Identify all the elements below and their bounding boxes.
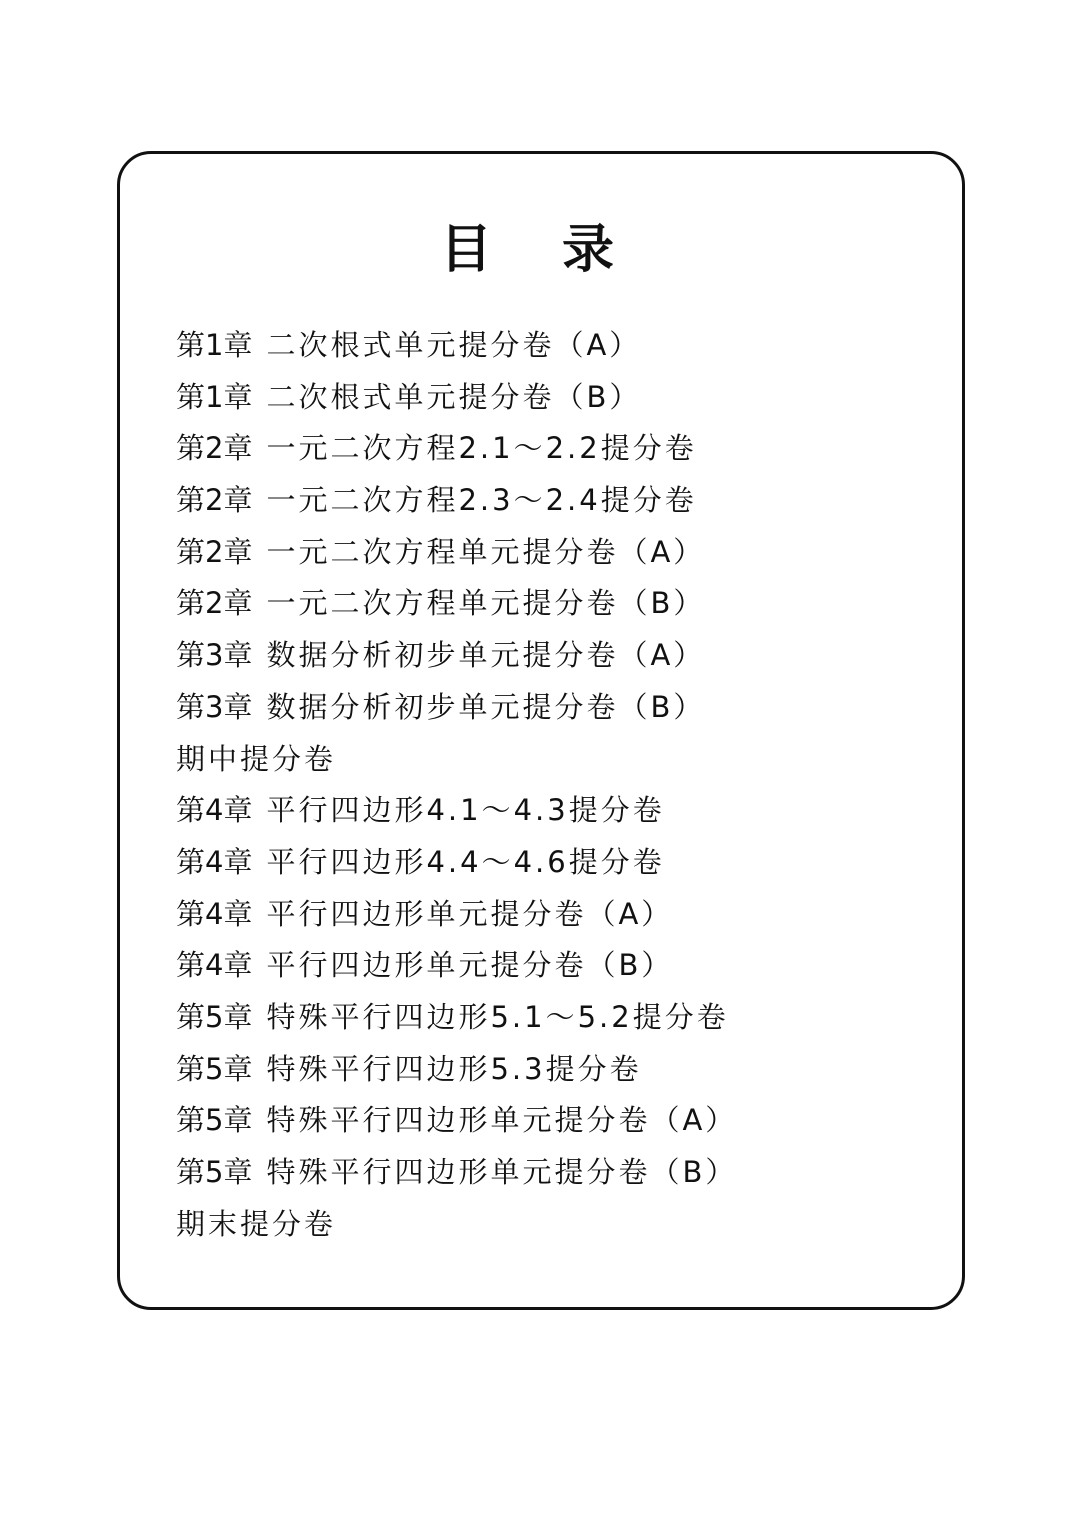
toc-entry[interactable] — [176, 785, 737, 837]
toc-entry-title: 平行四边形单元提分卷（A） — [266, 896, 674, 931]
toc-entry[interactable] — [176, 423, 737, 475]
toc-entry[interactable] — [176, 1147, 737, 1199]
toc-entry-chapter: 第3章 — [176, 689, 253, 724]
toc-entry-chapter: 第5章 — [176, 1155, 253, 1189]
toc-entry-chapter: 第2章 — [176, 534, 253, 569]
toc-entry-title: 特殊平行四边形单元提分卷（A） — [266, 1103, 738, 1138]
toc-entry-chapter: 第2章 — [176, 431, 253, 466]
toc-entry-title: 特殊平行四边形单元提分卷（B） — [266, 1155, 738, 1189]
toc-entry-title: 数据分析初步单元提分卷（B） — [266, 689, 706, 724]
toc-entry[interactable] — [176, 734, 737, 786]
toc-entry[interactable] — [176, 682, 737, 734]
toc-entry[interactable] — [176, 992, 737, 1044]
toc-entry-chapter: 第4章 — [176, 896, 253, 931]
toc-entry[interactable] — [176, 1095, 737, 1147]
toc-entry-chapter: 第4章 — [176, 948, 253, 983]
toc-entry-chapter: 第3章 — [176, 638, 253, 673]
toc-entry-chapter: 第4章 — [176, 844, 253, 879]
toc-entry-chapter: 第1章 — [176, 328, 253, 362]
toc-entry[interactable] — [176, 527, 737, 579]
toc-entry-chapter: 第2章 — [176, 483, 253, 518]
toc-entry-title: 平行四边形4.4～4.6提分卷 — [266, 844, 665, 879]
toc-entry[interactable] — [176, 372, 737, 424]
toc-entry-title: 数据分析初步单元提分卷（A） — [266, 638, 706, 673]
toc-entry[interactable] — [176, 889, 737, 941]
toc-entry-chapter: 第1章 — [176, 379, 253, 414]
toc-entry[interactable] — [176, 320, 737, 372]
toc-entry-title: 平行四边形4.1～4.3提分卷 — [266, 793, 665, 828]
toc-entry[interactable] — [176, 578, 737, 630]
toc-entry-title: 特殊平行四边形5.3提分卷 — [266, 1051, 642, 1086]
toc-entry[interactable] — [176, 1044, 737, 1096]
toc-entry[interactable] — [176, 475, 737, 527]
toc-entry-chapter: 第5章 — [176, 1051, 253, 1086]
toc-entry-title: 平行四边形单元提分卷（B） — [266, 948, 674, 983]
toc-entry[interactable] — [176, 1199, 737, 1251]
toc-entry[interactable] — [176, 940, 737, 992]
toc-entry-chapter: 第5章 — [176, 1103, 253, 1138]
toc-entry-chapter: 第4章 — [176, 793, 253, 828]
toc-entry-chapter: 第2章 — [176, 586, 253, 621]
toc-entry-chapter: 第5章 — [176, 999, 253, 1034]
toc-entry[interactable] — [176, 630, 737, 682]
toc-entry-title: 二次根式单元提分卷（B） — [266, 379, 642, 414]
toc-entry[interactable] — [176, 837, 737, 889]
page-title: 目 录 — [439, 220, 641, 280]
toc-entry-title: 期末提分卷 — [176, 1206, 337, 1241]
toc-entry-title: 特殊平行四边形5.1～5.2提分卷 — [266, 999, 729, 1034]
toc-entry-title: 一元二次方程2.3～2.4提分卷 — [266, 483, 697, 518]
toc-entry-title: 一元二次方程单元提分卷（B） — [266, 586, 706, 621]
toc-entry-title: 期中提分卷 — [176, 741, 337, 776]
toc-entry-title: 一元二次方程单元提分卷（A） — [266, 534, 706, 569]
toc-entry-title: 二次根式单元提分卷（A） — [266, 328, 642, 362]
toc-entry-title: 一元二次方程2.1～2.2提分卷 — [266, 431, 697, 466]
toc-list — [176, 320, 737, 1250]
